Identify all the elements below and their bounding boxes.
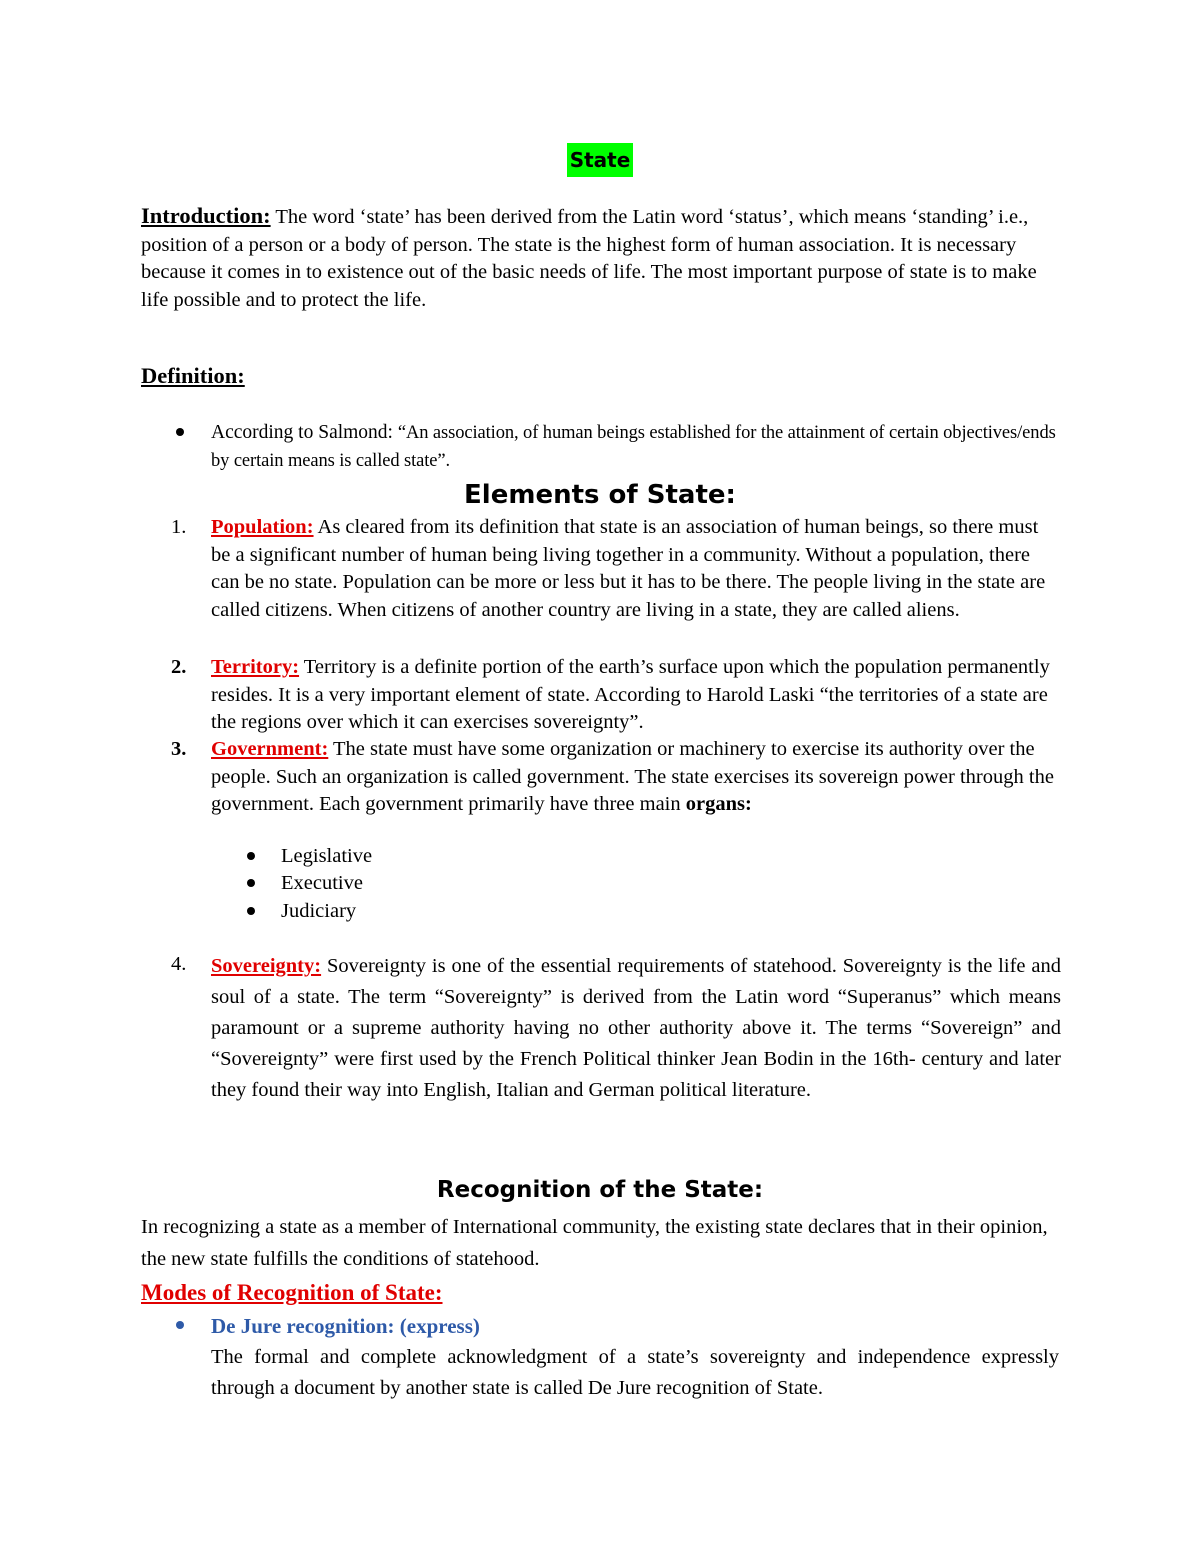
element-label: Government: [211, 738, 329, 760]
definition-quote: “An association, of human beings established for the attainment of certain objectives/ends by certain means is called state”. [211, 423, 1056, 471]
element-item-sovereignty [211, 951, 1061, 1106]
element-text: As cleared from its definition that state is an association of human beings, so there must be a significant number of human being living together in a community. Without a population, there can be no state. Population can be more or less but it has to be there. The people living in the state are called citizens. When citizens of another country are living in a state, they are called aliens. [211, 516, 1046, 621]
element-label: Territory: [211, 656, 300, 678]
element-item-government [211, 736, 1061, 819]
element-label: Population: [211, 516, 314, 538]
item-number: 1. [171, 516, 187, 538]
element-item-population [211, 514, 1061, 624]
bullet-icon [247, 879, 255, 887]
item-number: 4. [171, 953, 187, 975]
bullet-icon [247, 907, 255, 915]
element-text: Sovereignty is one of the essential requirements of statehood. Sovereignty is the life and soul of a state. The term “Sovereignty” is derived from the Latin word “Superanus” which means paramount or a supreme authority having no other authority above it. The terms “Sovereign” and “Sovereignty” were first used by the French Political thinker Jean Bodin in the 16th- century and later they found their way into English, Italian and German political literature. [211, 955, 1061, 1101]
definition-item [211, 419, 1071, 475]
title-wrapper [0, 143, 1200, 177]
organs-label: organs: [685, 793, 752, 815]
organ-item: Judiciary [281, 900, 357, 922]
element-text: Territory is a definite portion of the earth’s surface upon which the population permanently resides. It is a very important element of state. According to Harold Laski “the territories of a state are the regions over which it can exercises sovereignty”. [211, 656, 1050, 733]
dejure-heading: De Jure recognition: (express) [211, 1314, 480, 1338]
element-item-territory [211, 654, 1061, 737]
recognition-heading: Recognition of the State: [436, 1177, 764, 1203]
item-number: 2. [171, 656, 187, 678]
element-text: The state must have some organization or machinery to exercise its authority over the people. Such an organization is called government. The state exercises its sovereign power through the government. Each government primarily have three main [211, 738, 1054, 815]
modes-heading: Modes of Recognition of State: [141, 1280, 443, 1305]
item-number: 3. [171, 738, 187, 760]
organ-item: Legislative [281, 845, 373, 867]
page-title: State [567, 143, 634, 177]
bullet-icon [176, 1321, 184, 1329]
bullet-icon [176, 428, 184, 436]
element-label: Sovereignty: [211, 955, 322, 977]
organ-item: Executive [281, 872, 363, 894]
elements-heading: Elements of State: [464, 480, 736, 510]
recognition-paragraph: In recognizing a state as a member of International community, the existing state declares that in their opinion, the new state fulfills the conditions of statehood. [141, 1216, 1048, 1270]
definition-prefix: According to Salmond: [211, 422, 398, 443]
introduction-text: The word ‘state’ has been derived from the Latin word ‘status’, which means ‘standing’ i.e., position of a person or a body of person. The state is the highest form of human association. It is necessary because it comes in to existence out of the basic needs of life. The most important purpose of state is to make life possible and to protect the life. [141, 206, 1037, 311]
introduction-label: Introduction: [141, 203, 271, 228]
definition-heading: Definition: [141, 363, 245, 388]
dejure-paragraph: The formal and complete acknowledgment of a state’s sovereignty and independence expressly through a document by another state is called De Jure recognition of State. [211, 1346, 1059, 1399]
bullet-icon [247, 852, 255, 860]
introduction-paragraph [141, 202, 1061, 314]
